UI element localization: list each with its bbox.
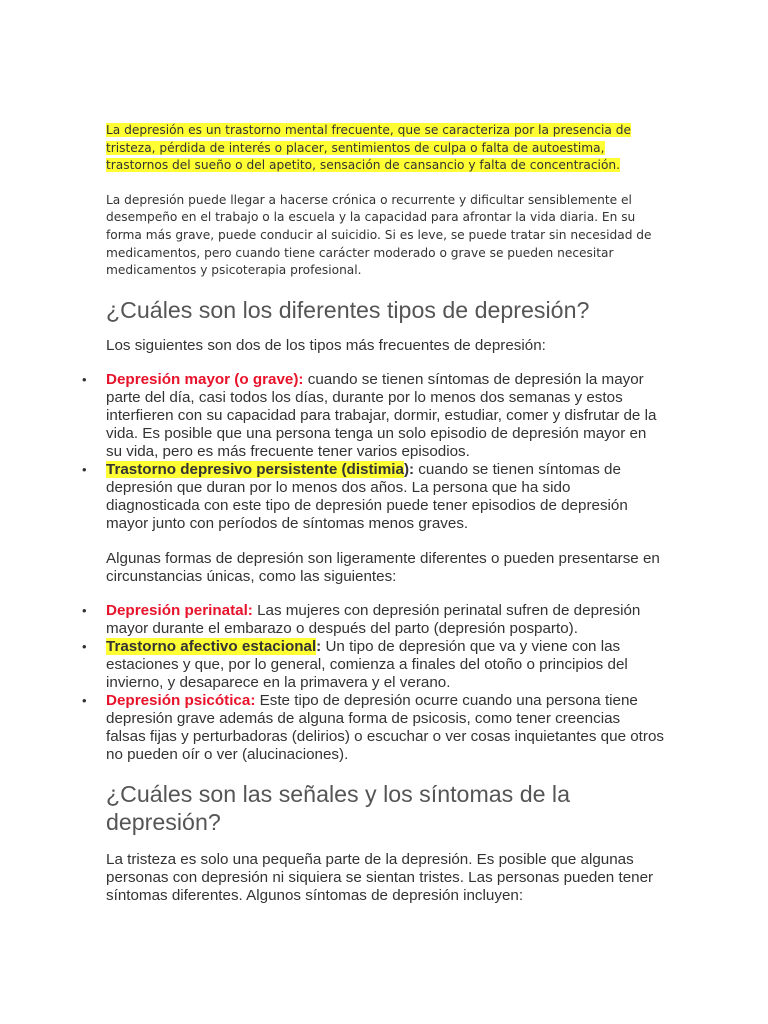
symptoms-paragraph: La tristeza es solo una pequeña parte de la depresión. Es posible que algunas personas con depresión ni siquiera se sientan tristes. Las personas pueden tener síntomas diferentes. Algunos síntomas de depresión incluyen:: [106, 851, 654, 904]
section-heading-symptoms: ¿Cuáles son las señales y los síntomas de la depresión?: [106, 780, 570, 836]
list-item-text: cuando se tienen síntomas de depresión la mayor parte del día, casi todos los días, durante por lo menos dos semanas y estos interfieren con su capacidad para trabajar, dormir, estudiar, comer y disfrutar de la vida. Es posible que una persona tenga un solo episodio de depresión mayor en su vida, pero es más frecuente tener varios episodios.: [106, 371, 657, 461]
bullet-icon: •: [82, 372, 87, 388]
bullet-icon: •: [82, 639, 87, 655]
list-item-term-suffix: ):: [403, 460, 415, 478]
intro-paragraph-highlighted: [106, 122, 664, 175]
list-item-term: Trastorno depresivo persistente (distimia: [106, 460, 404, 478]
list-item-text: Las mujeres con depresión perinatal sufren de depresión mayor durante el embarazo o después del parto (depresión posparto).: [106, 602, 641, 638]
highlighted-text: La depresión es un trastorno mental frecuente, que se caracteriza por la presencia de tristeza, pérdida de interés o placer, sentimientos de culpa o falta de autoestima, trastornos del sueño o del apetito, sensación de cansancio y falta de concentración.: [106, 123, 632, 173]
list-item: [82, 691, 664, 764]
list-item-term-suffix: :: [316, 638, 322, 656]
list-item: [82, 371, 664, 461]
other-forms-paragraph: Algunas formas de depresión son ligeramente diferentes o pueden presentarse en circunstancias únicas, como las siguientes:: [106, 549, 660, 585]
list-item-term: Depresión mayor (o grave):: [106, 371, 304, 389]
bullet-icon: •: [82, 603, 87, 619]
list-item-text: Un tipo de depresión que va y viene con las estaciones y que, por lo general, comienza a finales del otoño o principios del invierno, y desaparece en la primavera y el verano.: [106, 638, 628, 692]
bullet-icon: •: [82, 692, 87, 708]
section-heading-types: ¿Cuáles son los diferentes tipos de depresión?: [106, 296, 590, 323]
list-item-text: Este tipo de depresión ocurre cuando una persona tiene depresión grave además de alguna forma de psicosis, como tener creencias falsas fijas y perturbadoras (delirios) o escuchar o ver cosas inquietantes que otros no pueden oír o ver (alucinaciones).: [106, 691, 664, 763]
bullet-icon: •: [82, 461, 87, 477]
list-item: [82, 460, 664, 533]
types-lead-paragraph: Los siguientes son dos de los tipos más frecuentes de depresión:: [106, 336, 546, 354]
intro-paragraph: La depresión puede llegar a hacerse crónica o recurrente y dificultar sensiblemente el desempeño en el trabajo o la escuela y la capacidad para afrontar la vida diaria. En su forma más grave, puede conducir al suicidio. Si es leve, se puede tratar sin necesidad de medicamentos, pero cuando tiene carácter moderado o grave se pueden necesitar medicamentos y psicoterapia profesional.: [106, 192, 652, 278]
list-item-term: Depresión psicótica:: [106, 691, 256, 709]
list-item: [82, 602, 664, 638]
depression-types-list: [82, 371, 664, 532]
list-item-text: cuando se tienen síntomas de depresión que duran por lo menos dos años. La persona que ha sido diagnosticada con este tipo de depresión puede tener episodios de depresión mayor junto con períodos de síntomas menos graves.: [106, 460, 628, 532]
other-forms-list: [82, 602, 664, 763]
list-item: [82, 638, 664, 692]
list-item-term: Depresión perinatal:: [106, 602, 253, 620]
document-page: [82, 0, 664, 905]
list-item-term: Trastorno afectivo estacional: [106, 638, 317, 656]
